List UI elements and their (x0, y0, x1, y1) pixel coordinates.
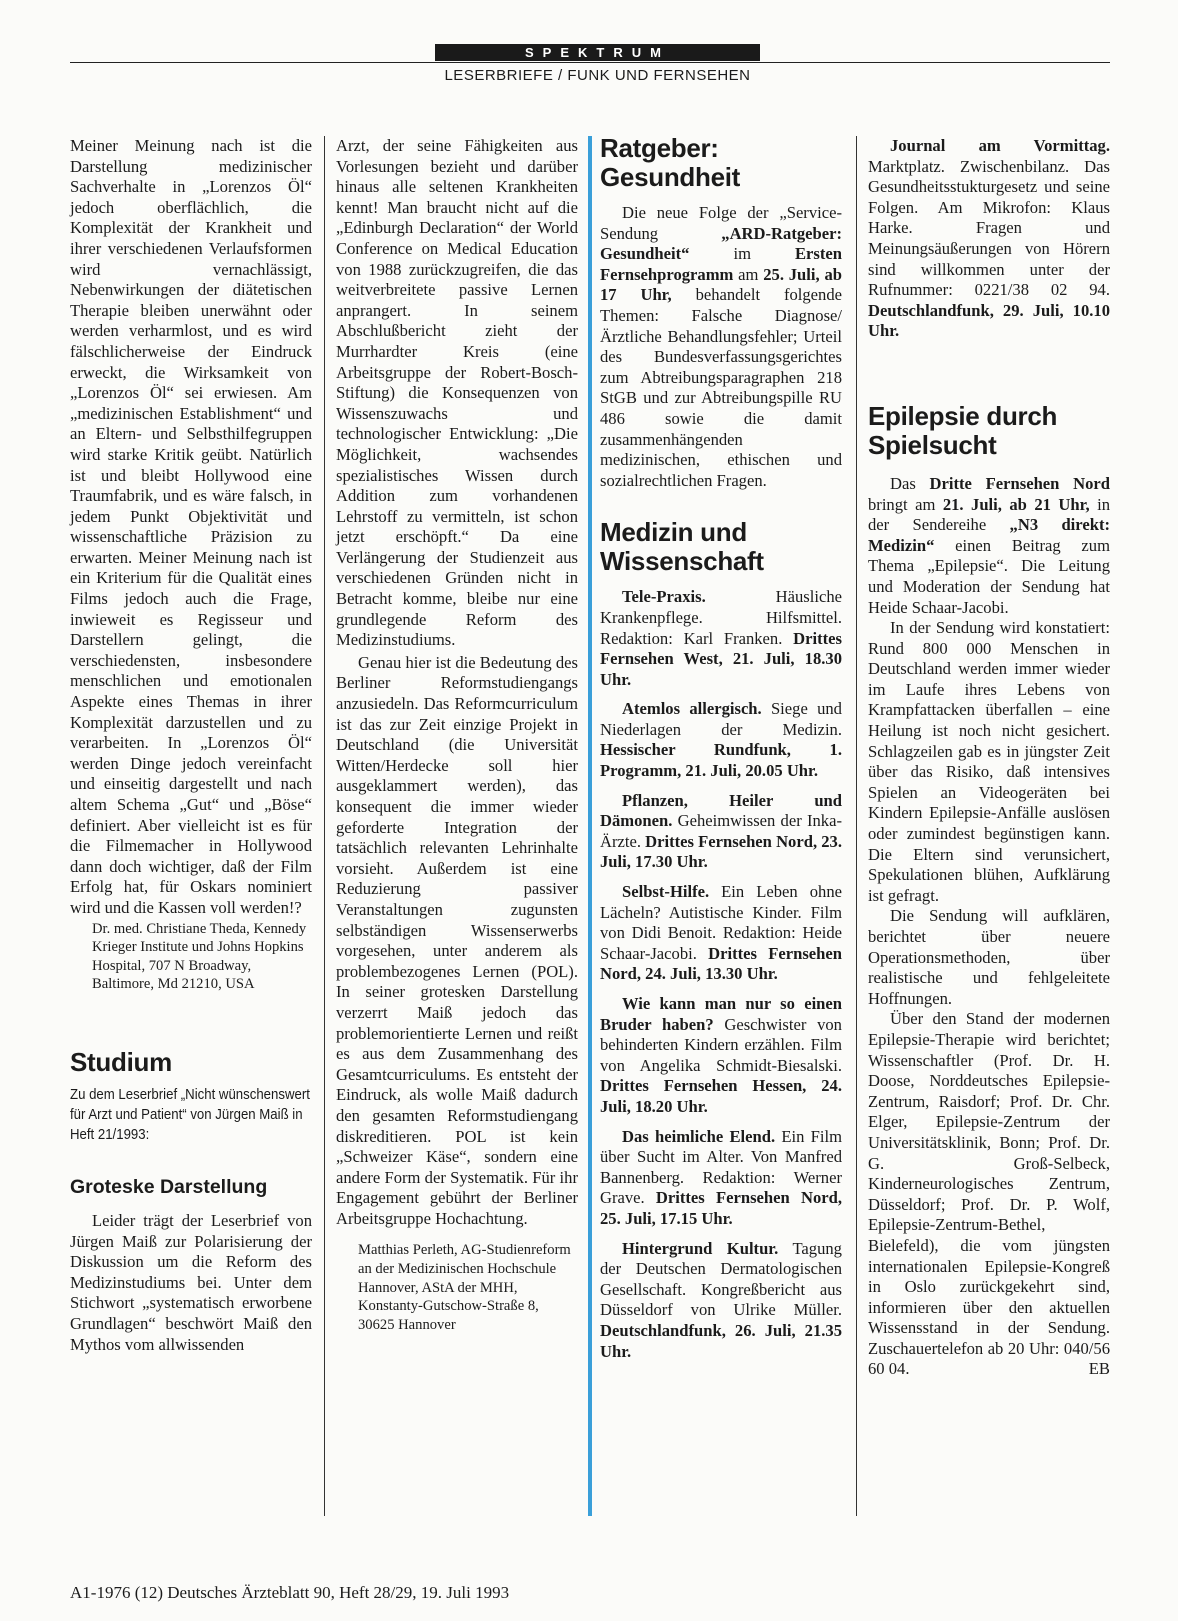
program-entry: Wie kann man nur so einen Bruder haben? Geschwister von behinderten Kindern erzählen. Film von Angelika Schmidt-Biesalski. Drittes Fernsehen Hessen, 24. Juli, 18.20 Uhr. (600, 994, 842, 1116)
letter-body: Leider trägt der Leserbrief von Jürgen Maiß zur Polarisierung der Diskussion um die Reform des Medizinstudiums bei. Unter dem Stichwort „systematisch erworbene Grundlagen“ beschwört Maiß den Mythos vom allwissenden (70, 1210, 312, 1354)
header-rule (70, 62, 1110, 63)
program-entry: Das heimliche Elend. Ein Film über Sucht im Alter. Von Manfred Bannenberg. Redaktion: Werner Grave. Drittes Fernsehen Nord, 25. Juli, 17.15 Uhr. (600, 1126, 842, 1228)
letter-body: Meiner Meinung nach ist die Darstellung medizinischer Sachverhalte in „Lorenzos Öl“ jedoch oberflächlich, die Komplexität der Krankheit und ihrer verschiedenen Verlaufsformen wird vernachlässigt, Nebenwirkungen der diätetischen Therapie bleiben unerwähnt oder werden verharmlost, und es wird fälschlicherweise der Eindruck erweckt, die Wirksamkeit von „Lorenzos Öl“ sei erwiesen. Am „medizinischen Establishment“ und an Eltern- und Selbsthilfegruppen wird starke Kritik geübt. Natürlich ist und bleibt Hollywood eine Traumfabrik, und es wäre falsch, in jedem Punkt Objektivität und wissenschaftliche Präzision zu erwarten. Meiner Meinung nach ist ein Kriterium für die Qualität eines Films jedoch auch die Frage, inwieweit es Regisseur und Darstellern gelingt, die verschiedensten, insbesondere menschlichen und emotionalen Aspekte eines Themas in ihrer Komplexität darzustellen und zu verarbeiten. In „Lorenzos Öl“ werden Dinge jedoch vereinfacht und einseitig dargestellt und nach altem Schema „Gut“ und „Böse“ definiert. Aber vielleicht ist es für die Filmemacher in Hollywood dann doch wichtiger, daß der Film Erfolg hat, für Oskars nominiert wird und die Kassen voll werden!? (70, 136, 312, 917)
section-band: SPEKTRUM (435, 44, 760, 61)
column-1 (70, 136, 312, 1355)
section-heading: Medizin und Wissenschaft (600, 517, 764, 577)
author-signoff: EB (1088, 1359, 1110, 1379)
column-rule (856, 136, 857, 1516)
column-4 (868, 136, 1110, 1380)
letter-title: Groteske Darstellung (70, 1175, 268, 1198)
column-3 (600, 133, 842, 1371)
article-body: Über den Stand der modernen Epilepsie-Therapie wird berichtet; Wissenschaftler (Prof. Dr. H. Doose, Norddeutsches Epilepsie-Zentrum, Raisdorf; Prof. Dr. Chr. Elger, Epilepsie-Zentrum der Universitätsklinik, Bonn; Prof. Dr. G. Groß-Selbeck, Kinderneurologisches Zentrum, Düsseldorf; Prof. Dr. P. Wolf, Epilepsie-Zentrum-Bethel, Bielefeld), die vom jüngsten internationalen Epilepsie-Kongreß in Oslo zurückgekehrt sind, informieren über den aktuellen Wissensstand in der Sendung. Zuschauertelefon ab 20 Uhr: 040/56 60 04. EB (868, 1009, 1110, 1379)
letter-signature: Matthias Perleth, AG-Studienreform an der Medizinischen Hochschule Hannover, AStA der MHH, Konstanty-Gutschow-Straße 8, 30625 Hannover (358, 1242, 571, 1333)
article-body: Die Sendung will aufklären, berichtet über neuere Operationsmethoden, über realistische und fehlgeleitete Hoffnungen. (868, 906, 1110, 1008)
accent-bar (588, 136, 592, 1516)
section-heading: Ratgeber: Gesundheit (600, 133, 741, 192)
letter-body: Genau hier ist die Bedeutung des Berliner Reformstudiengangs anzusiedeln. Das Reformcurriculum ist das zur Zeit einzige Projekt in Deutschland (die Universität Witten/Herdecke soll hier ausgeklammert werden), das konsequent die immer wieder geforderte Integration der tatsächlich relevanten Lehrinhalte vorsieht. Außerdem ist eine Reduzierung passiver Veranstaltungen zugunsten selbständigen Wissenserwerbs vorgesehen, unter anderem als problembezogenes Lernen (POL). In seiner grotesken Darstellung verzerrt Maiß jedoch das problemorientierte Lernen und reißt es aus dem Zusammenhang des Gesamtcurriculums. Es entsteht der Eindruck, als wolle Maiß dadurch den gesamten Reformstudiengang diskreditieren. POL ist kein „Schweizer Käse“, sondern eine andere Form der Systematik. Für ihr Engagement gebührt der Berliner Arbeitsgruppe Hochachtung. (336, 652, 578, 1228)
section-intro: Zu dem Leserbrief „Nicht wünschenswert für Arzt und Patient“ von Jürgen Maiß in Heft 21/1993: (70, 1085, 310, 1143)
program-entry: Pflanzen, Heiler und Dämonen. Geheimwissen der Inka-Ärzte. Drittes Fernsehen Nord, 23. Juli, 17.30 Uhr. (600, 790, 842, 872)
page-footer: A1-1976 (12) Deutsches Ärzteblatt 90, Heft 28/29, 19. Juli 1993 (70, 1583, 510, 1602)
program-entry: Selbst-Hilfe. Ein Leben ohne Lächeln? Autistische Kinder. Film von Didi Benoit. Redaktion: Heide Schaar-Jacobi. Drittes Fernsehen Nord, 24. Juli, 13.30 Uhr. (600, 882, 842, 984)
section-heading: Epilepsie durch Spielsucht (868, 400, 1058, 460)
letter-signature: Dr. med. Christiane Theda, Kennedy Krieger Institute und Johns Hopkins Hospital, 707 N Broadway, Baltimore, Md 21210, USA (92, 920, 307, 993)
program-entry: Hintergrund Kultur. Tagung der Deutschen Dermatologischen Gesellschaft. Kongreßbericht aus Düsseldorf von Ulrike Müller. Deutschlandfunk, 26. Juli, 21.35 Uhr. (600, 1238, 842, 1361)
article-body: In der Sendung wird konstatiert: Rund 800 000 Menschen in Deutschland werden immer wieder im Laufe ihres Lebens von Krampfattacken überfallen – eine Heilung ist noch nicht gesichert. Schlagzeilen gab es in jüngster Zeit über das Risiko, daß intensives Spielen an Videogeräten bei Kindern Epilepsie-Anfälle auslösen oder zumindest begünstigen kann. Die Eltern sind verunsichert, Spekulationen blühen, Aufklärung ist gefragt. (868, 618, 1110, 905)
program-entry: Atemlos allergisch. Siege und Niederlagen der Medizin. Hessischer Rundfunk, 1. Programm, 21. Juli, 20.05 Uhr. (600, 699, 842, 781)
section-heading: Studium (70, 1046, 172, 1077)
program-notice: Die neue Folge der „Service-Sendung „ARD-Ratgeber: Gesundheit“ im Ersten Fernsehprogramm am 25. Juli, ab 17 Uhr, behandelt folgende Themen: Falsche Diagnose/Ärztliche Behandlungsfehler; Urteil des Bundesverfassungsgerichtes zum Abtreibungsparagraphen 218 StGB und zur Abtreibungspille RU 486 sowie die damit zusammenhängenden medizinischen, ethischen und sozialrechtlichen Fragen. (600, 203, 842, 490)
article-body: Das Dritte Fernsehen Nord bringt am 21. Juli, ab 21 Uhr, in der Sendereihe „N3 direkt: Medizin“ einen Beitrag zum Thema „Epilepsie“. Die Leitung und Moderation der Sendung hat Heide Schaar-Jacobi. (868, 473, 1110, 617)
section-label: LESERBRIEFE / FUNK UND FERNSEHEN (444, 67, 751, 84)
program-entry: Journal am Vormittag. Marktplatz. Zwischenbilanz. Das Gesundheitsstukturgesetz und seine Folgen. Am Mikrofon: Klaus Harke. Fragen und Meinungsäußerungen von Hörern sind willkommen unter der Rufnummer: 0221/38 02 94. Deutschlandfunk, 29. Juli, 10.10 Uhr. (868, 136, 1110, 341)
letter-body: Arzt, der seine Fähigkeiten aus Vorlesungen bezieht und darüber hinaus alle seltenen Krankheiten kennt! Man braucht nicht auf die „Edinburgh Declaration“ der World Conference on Medical Education von 1988 zurückzugreifen, die das weitverbreitete passive Lernen anprangert. In seinem Abschlußbericht zieht der Murrhardter Kreis (eine Arbeitsgruppe der Robert-Bosch-Stiftung) die Konsequenzen von Wissenszuwachs und technologischer Entwicklung: „Die Möglichkeit, wachsendes spezialistisches Wissen durch Addition zum vorhandenen Lehrstoff zu vermitteln, ist schon jetzt erschöpft.“ Da eine Verlängerung der Studienzeit aus verschiedenen Gründen nicht in Betracht komme, bleibe nur eine grundlegende Reform des Medizinstudiums. (336, 136, 578, 650)
program-entry: Tele-Praxis. Häusliche Krankenpflege. Hilfsmittel. Redaktion: Karl Franken. Drittes Fernsehen West, 21. Juli, 18.30 Uhr. (600, 587, 842, 689)
column-2 (336, 136, 578, 1334)
column-rule (324, 136, 325, 1516)
